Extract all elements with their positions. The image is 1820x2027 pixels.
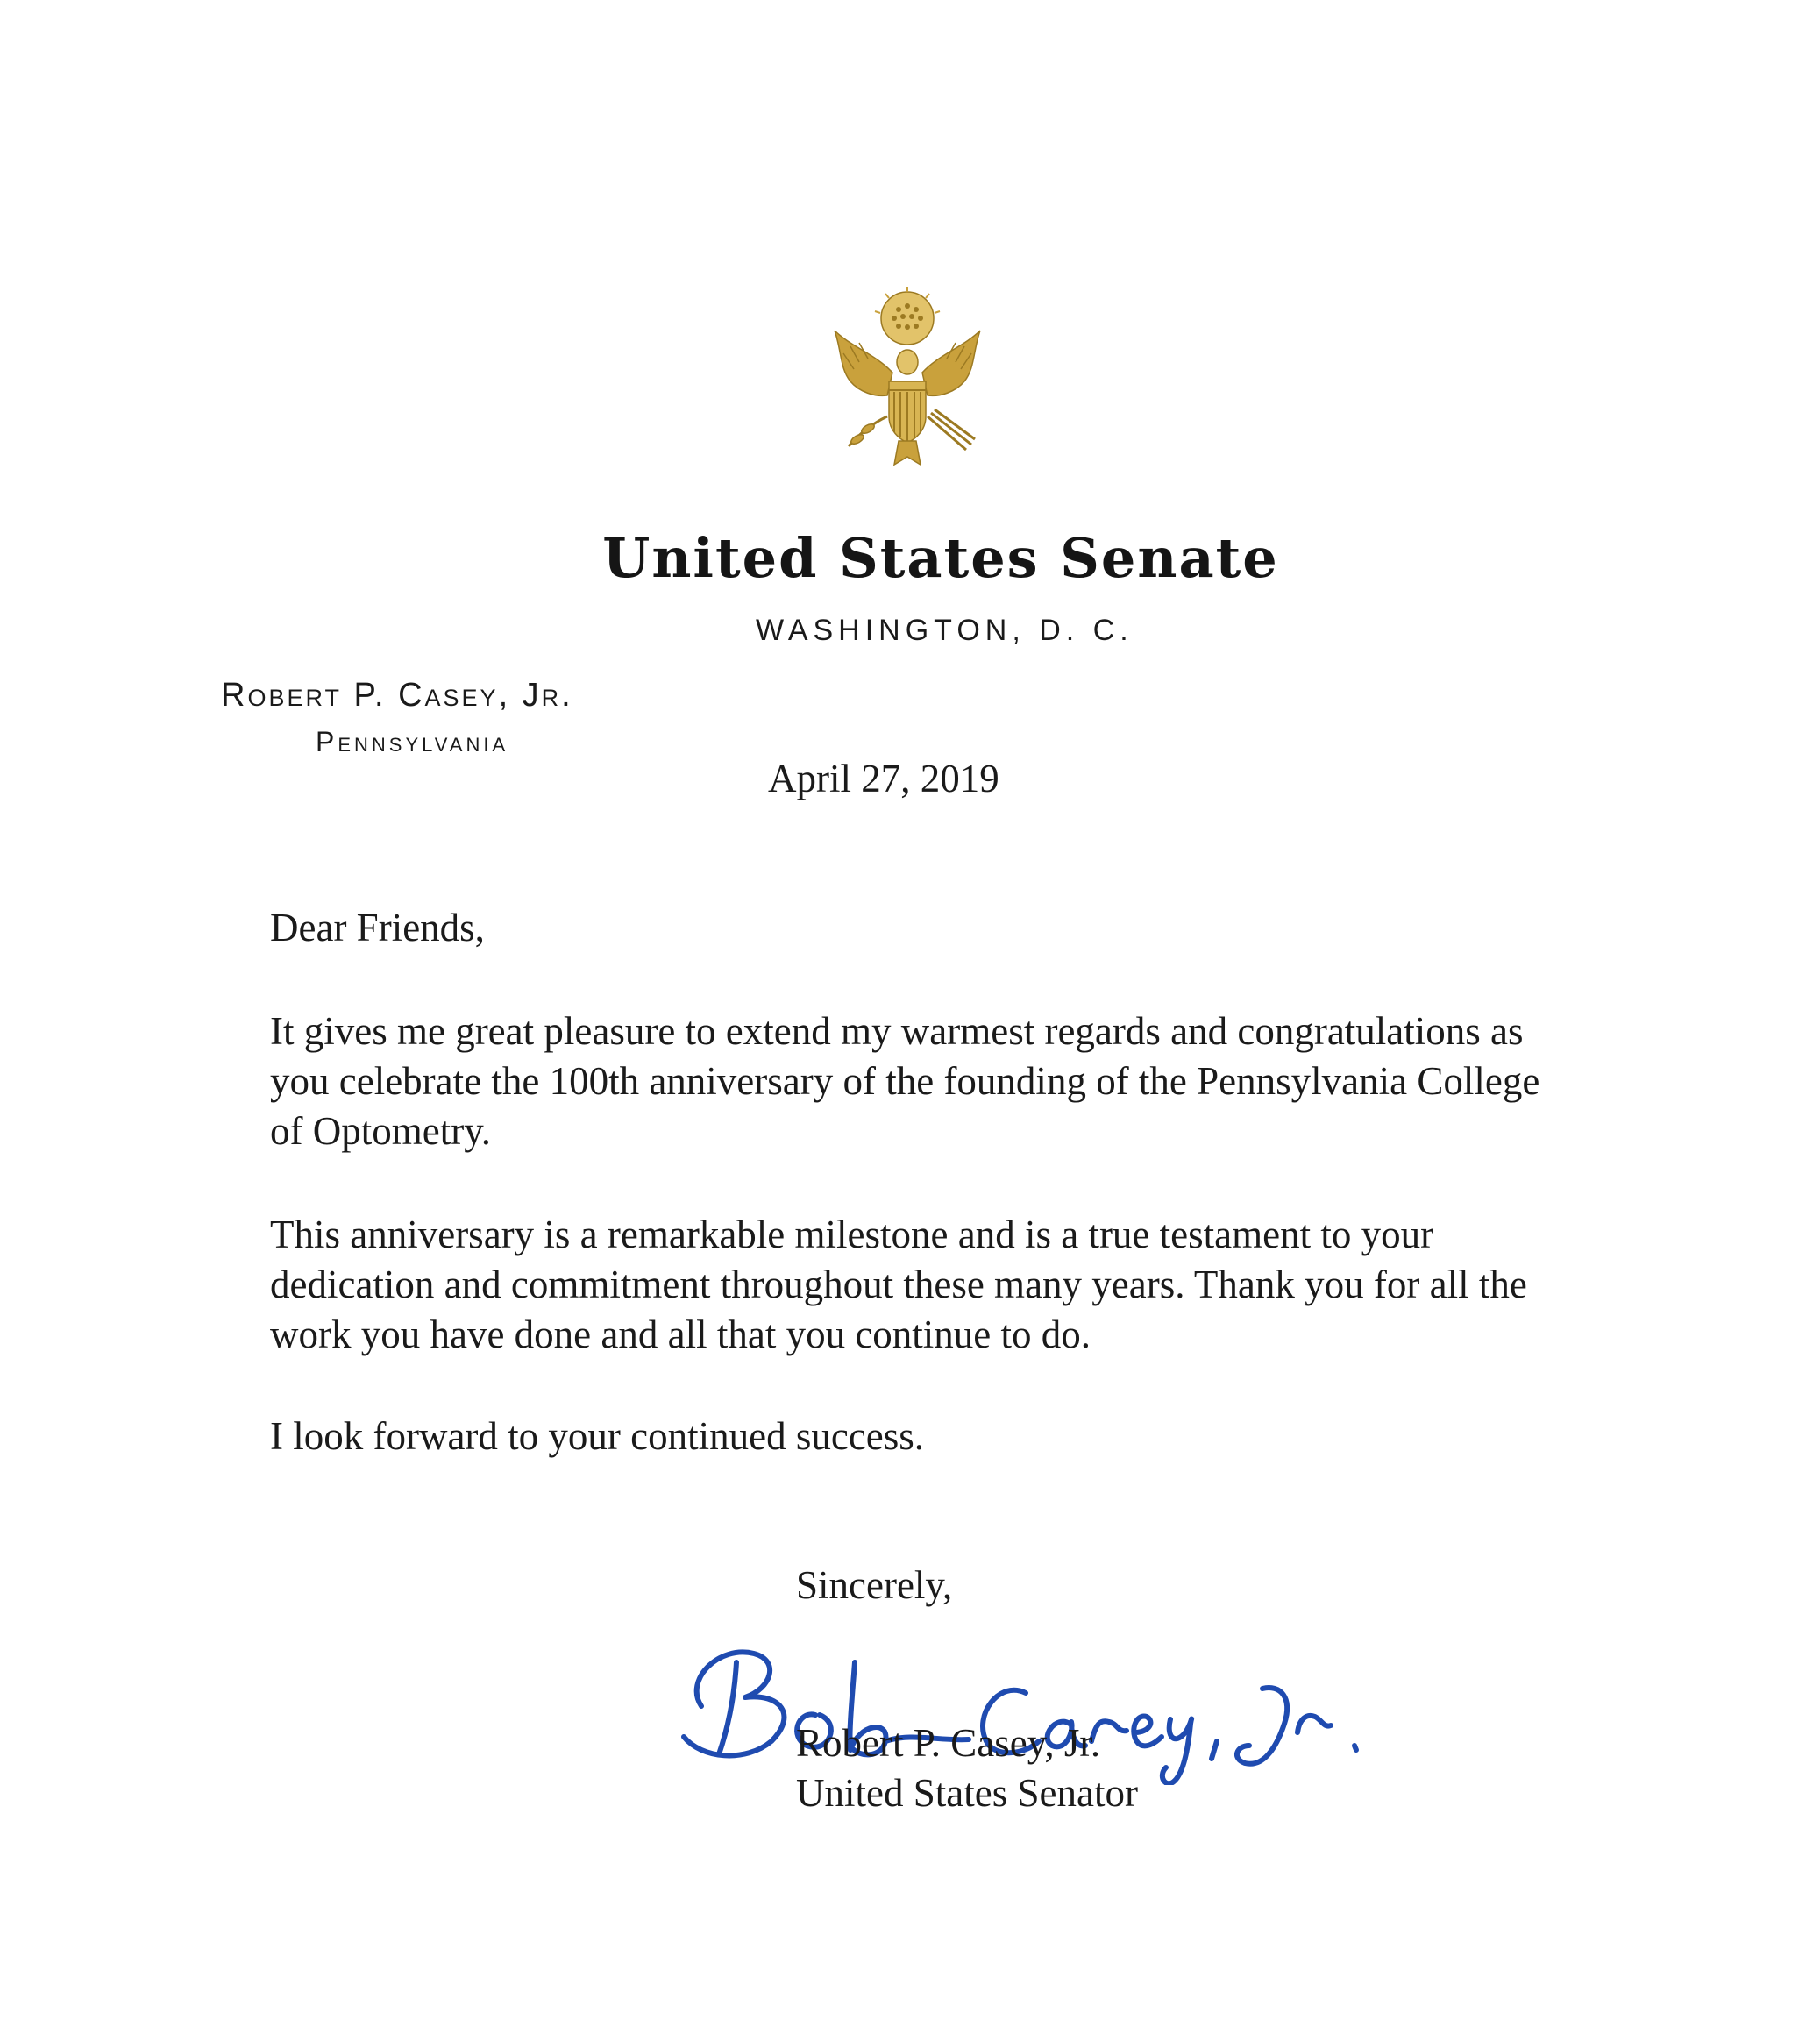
sender-name: Robert P. Casey, Jr. bbox=[221, 677, 573, 714]
signer-title: United States Senator bbox=[796, 1771, 1138, 1815]
letterhead-institution: United States Senate bbox=[602, 526, 1279, 590]
letterhead-city: WASHINGTON, D. C. bbox=[756, 614, 1134, 647]
letter-date: April 27, 2019 bbox=[768, 757, 999, 800]
paragraph: I look forward to your continued success. bbox=[270, 1414, 925, 1458]
sender-state: Pennsylvania bbox=[316, 726, 509, 757]
paragraph: This anniversary is a remarkable milestone and is a true testament to your dedication and commitment throughout these many years. Thank you for all the work you have done and all that you continue to do. bbox=[270, 1213, 1527, 1356]
great-seal-eagle-icon bbox=[824, 285, 991, 469]
closing: Sincerely, bbox=[796, 1563, 953, 1607]
signer-name: Robert P. Casey, Jr. bbox=[796, 1721, 1101, 1765]
paragraph: It gives me great pleasure to extend my warmest regards and congratulations as you celebrate the 100th anniversary of the founding of the Pennsylvania College of Optometry. bbox=[270, 1009, 1540, 1153]
salutation: Dear Friends, bbox=[270, 906, 485, 949]
